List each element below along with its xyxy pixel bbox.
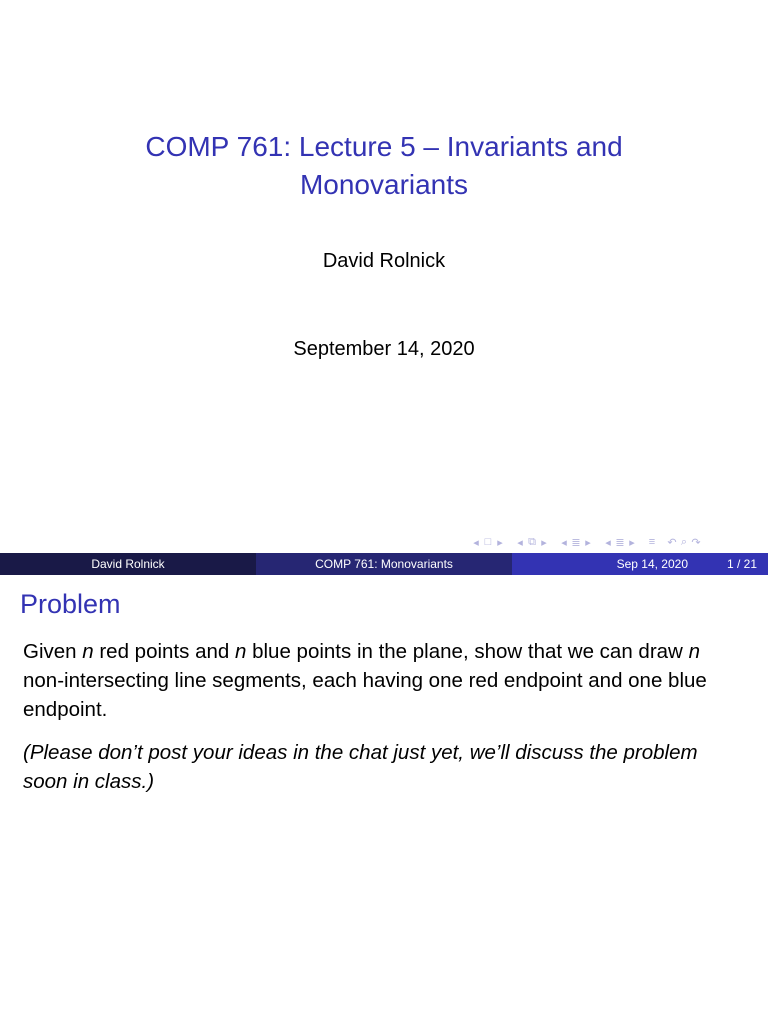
nav-back-icon[interactable]: ↶ xyxy=(667,536,677,549)
nav-search-icon[interactable]: ⌕ xyxy=(680,535,688,548)
var-n-1: n xyxy=(82,640,94,663)
nav-prev-subsection-icon[interactable]: ◂ xyxy=(517,536,523,549)
var-n-2: n xyxy=(234,640,247,663)
nav-prev-arrow-icon[interactable]: ◂ xyxy=(473,536,479,549)
slide-footer xyxy=(0,553,768,575)
nav-part-icon[interactable]: ≣ xyxy=(615,536,625,549)
problem-slide xyxy=(0,575,768,1024)
var-n-3: n xyxy=(688,640,700,663)
nav-section-icon[interactable]: ≣ xyxy=(571,536,581,549)
nav-subsection-icon[interactable]: ⧉ xyxy=(528,535,536,548)
slide-date: September 14, 2020 xyxy=(293,338,475,360)
nav-forward-icon[interactable]: ↷ xyxy=(691,536,701,549)
title-line-2: Monovariants xyxy=(299,169,469,200)
footer-page: 1 / 21 xyxy=(726,557,758,571)
nav-next-arrow-icon[interactable]: ▸ xyxy=(497,536,503,549)
beamer-nav-bar xyxy=(470,534,762,550)
nav-next-subsection-icon[interactable]: ▸ xyxy=(541,536,547,549)
frame-title: Problem xyxy=(20,589,121,619)
slide-author: David Rolnick xyxy=(322,250,446,272)
nav-frame-icon[interactable]: □ xyxy=(484,536,492,548)
slide-title xyxy=(0,128,768,204)
problem-statement: Given n red points and n blue points in the plane, show that we can draw n non-intersecting line segments, each having one red endpoint and one blue endpoint. xyxy=(23,640,707,721)
problem-note: (Please don’t post your ideas in the chat just yet, we’ll discuss the problem soon in class.) xyxy=(23,741,698,793)
footer-author: David Rolnick xyxy=(0,553,256,575)
nav-prev-section-icon[interactable]: ◂ xyxy=(561,536,567,549)
footer-right xyxy=(512,553,768,575)
nav-next-part-icon[interactable]: ▸ xyxy=(629,536,635,549)
nav-next-section-icon[interactable]: ▸ xyxy=(585,536,591,549)
footer-date: Sep 14, 2020 xyxy=(616,557,688,571)
title-line-1: COMP 761: Lecture 5 – Invariants and xyxy=(145,131,623,162)
footer-title: COMP 761: Monovariants xyxy=(256,553,512,575)
nav-align-icon[interactable]: ≡ xyxy=(648,536,656,548)
nav-prev-part-icon[interactable]: ◂ xyxy=(605,536,611,549)
